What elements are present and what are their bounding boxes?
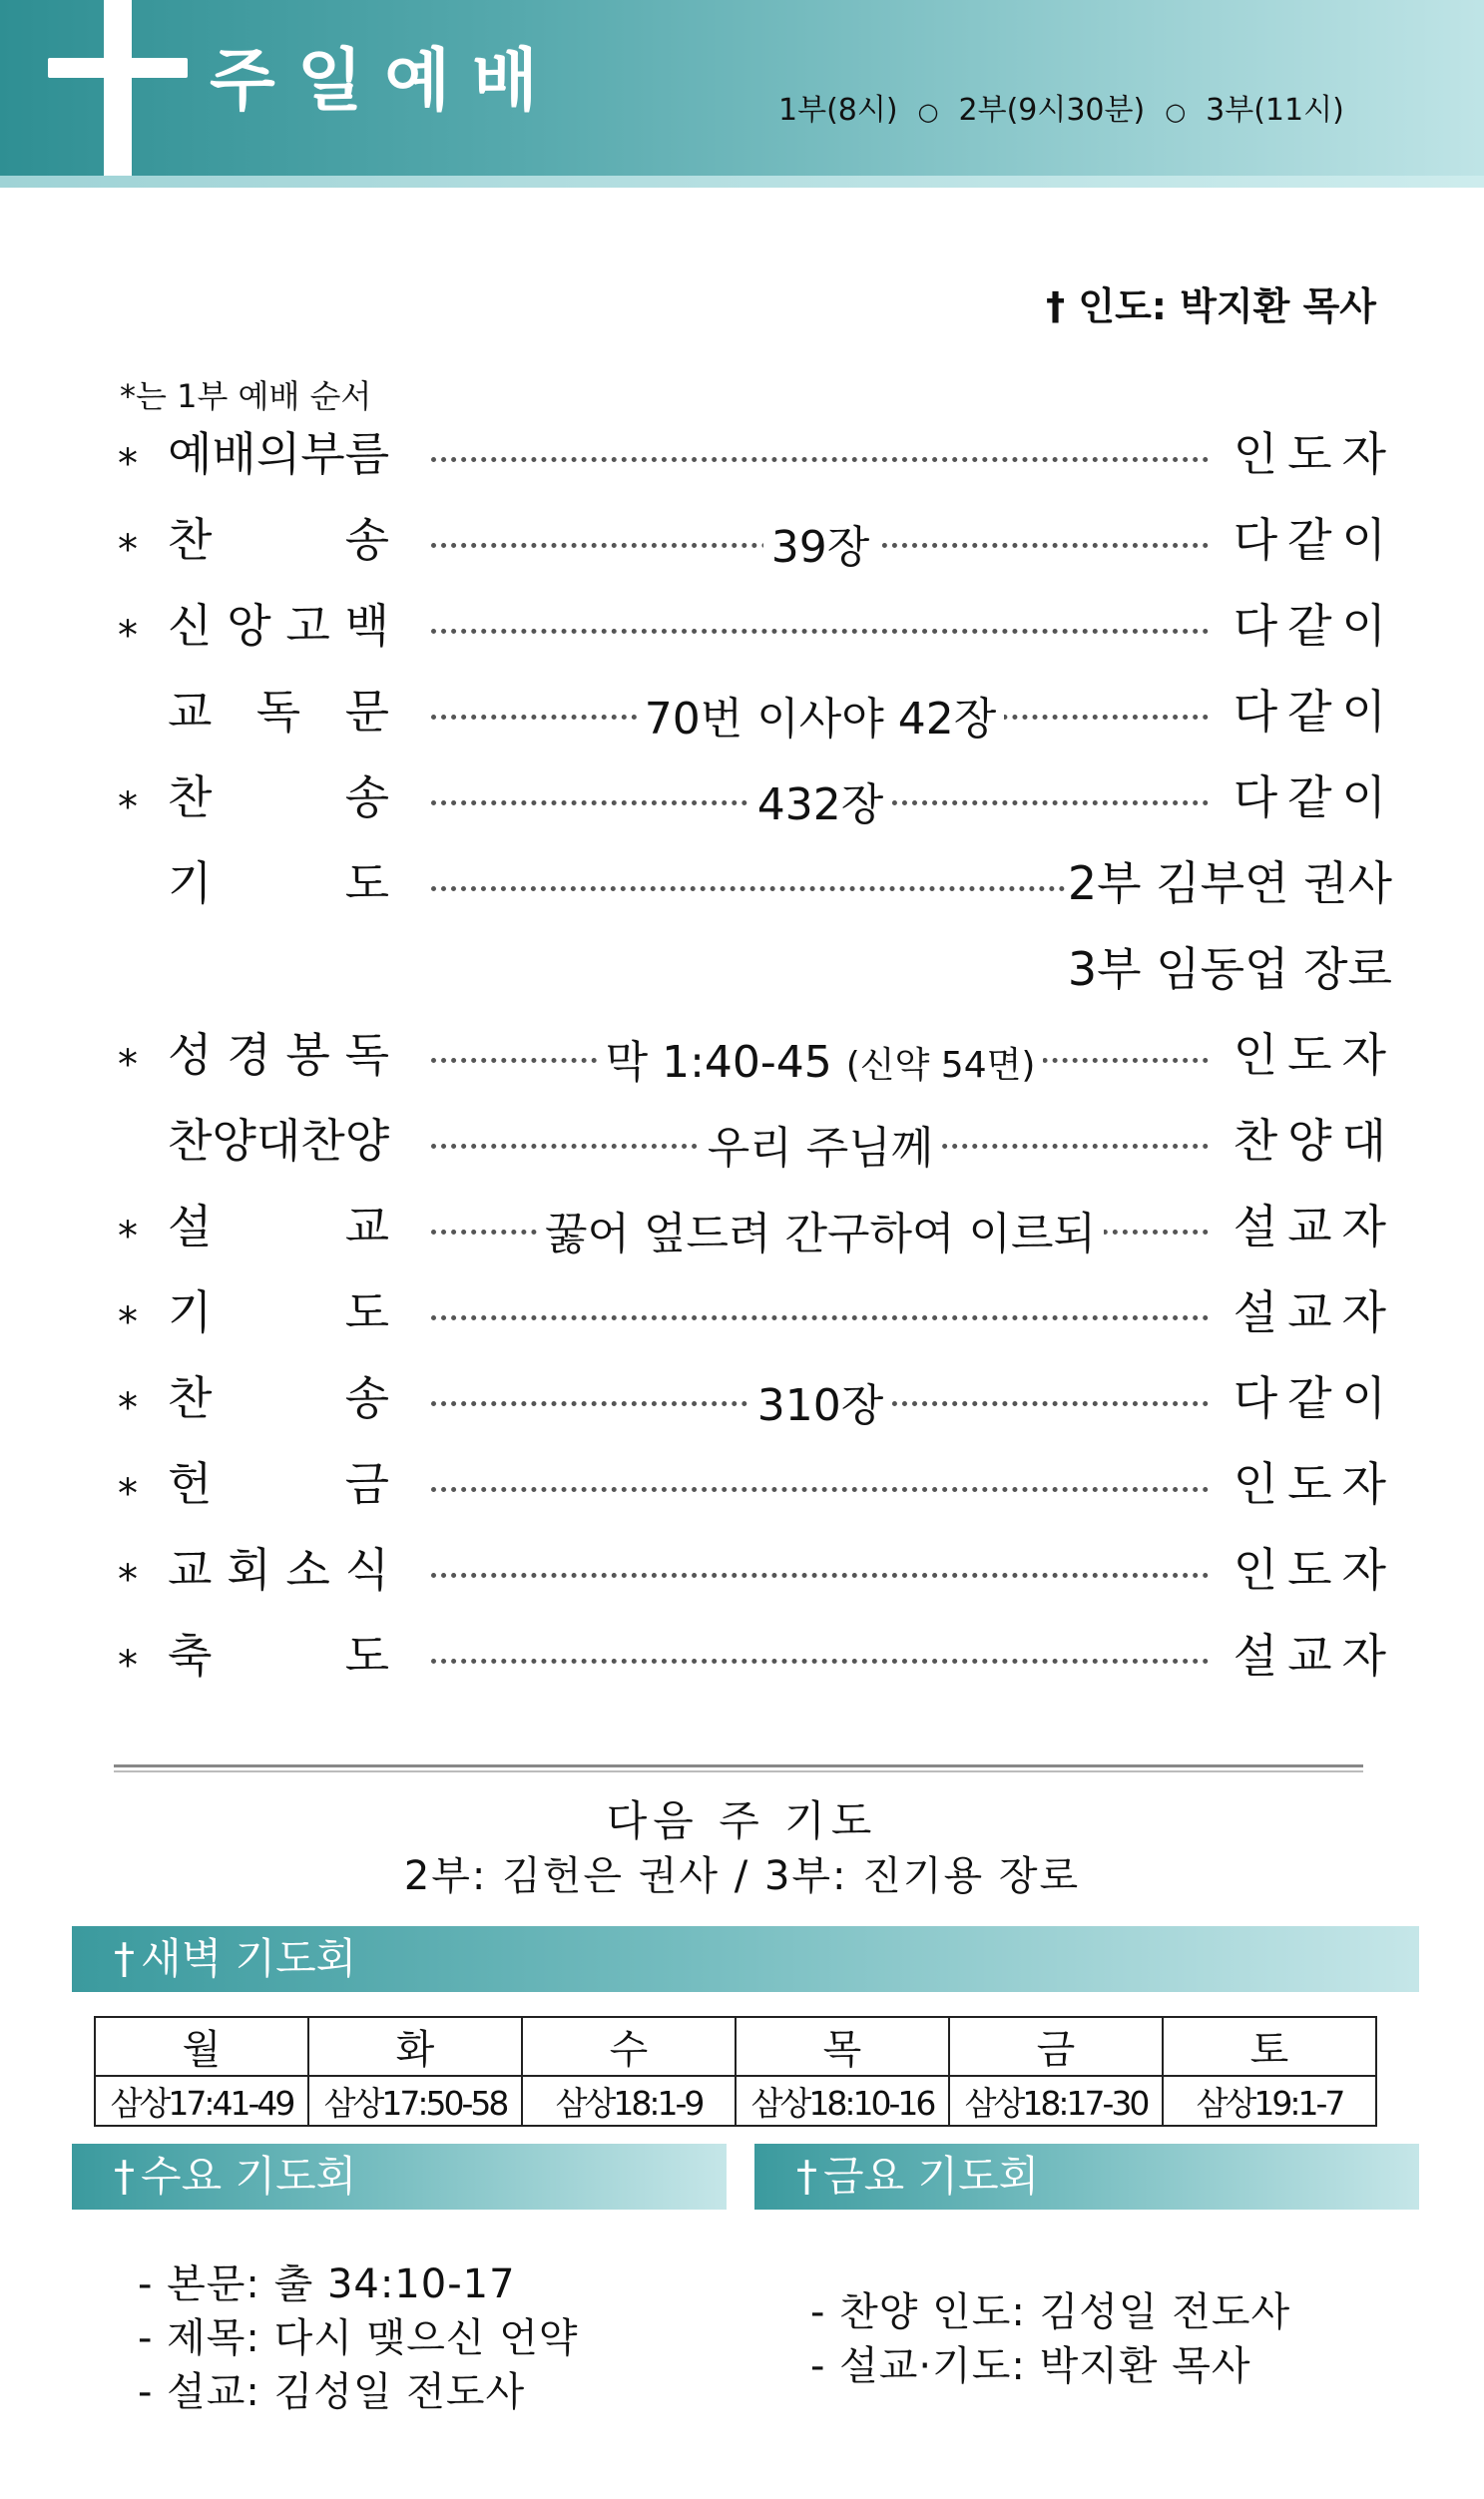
content-text	[598, 1037, 1044, 1088]
order-item	[0, 505, 1484, 591]
label-char: 앙	[227, 599, 271, 653]
order-item	[0, 1106, 1484, 1192]
list-item: - 제목: 다시 맺으신 언약	[138, 2315, 579, 2361]
dotted-leader	[431, 886, 1065, 891]
label-char: 금	[344, 1457, 389, 1511]
dawn-prayer-title: 새벽 기도회	[141, 1934, 357, 1983]
friday-details	[810, 2285, 1290, 2393]
reading-cell: 삼상18:17-30	[949, 2076, 1163, 2126]
cross-icon	[104, 0, 132, 188]
first-service-marker: *	[118, 1214, 138, 1259]
table-row	[95, 2076, 1376, 2126]
order-item-performer: 인도자	[1233, 1543, 1396, 1597]
first-service-marker: *	[118, 1471, 138, 1517]
label-char: 헌	[168, 1457, 213, 1511]
order-item	[0, 1535, 1484, 1621]
dotted-leader	[431, 1573, 1209, 1578]
dotted-leader	[431, 629, 1209, 634]
service-time-3: 3부(11시)	[1206, 93, 1344, 128]
reading-cell: 삼상18:10-16	[736, 2076, 949, 2126]
content-text	[763, 522, 878, 573]
dotted-leader	[431, 1487, 1209, 1492]
next-week-prayer: 2부: 김헌은 권사 / 3부: 진기용 장로	[403, 1853, 1081, 1899]
order-item	[0, 1621, 1484, 1707]
first-service-marker: *	[118, 527, 138, 573]
order-item-label	[168, 597, 389, 655]
order-item-label	[168, 425, 389, 483]
first-service-marker: *	[118, 1643, 138, 1689]
label-char: 축	[168, 1629, 213, 1683]
header-banner	[0, 0, 1484, 176]
label-char: 기	[168, 856, 213, 910]
label-char: 백	[344, 599, 389, 653]
reading-cell: 삼상17:41-49	[95, 2076, 308, 2126]
order-item-content	[431, 776, 1210, 834]
order-item-performer: 인도자	[1233, 1457, 1396, 1511]
order-item-performer: 설교자	[1233, 1200, 1396, 1253]
dotted-leader	[431, 457, 1209, 462]
label-char: 교	[168, 1543, 213, 1597]
order-item-performer: 설교자	[1233, 1629, 1396, 1683]
order-item-performer: 다같이	[1233, 1371, 1396, 1425]
separator-circle-icon: ○	[1165, 98, 1187, 126]
first-service-marker: *	[118, 1385, 138, 1431]
dawn-prayer-table	[94, 2016, 1377, 2127]
service-time-2: 2부(9시30분)	[958, 93, 1146, 128]
label-char: 문	[344, 685, 389, 739]
order-item-performer: 3부 임동업 장로	[1067, 942, 1392, 996]
order-item	[0, 1192, 1484, 1277]
order-item-performer: 다같이	[1233, 770, 1396, 824]
order-item-continued	[0, 934, 1484, 1020]
order-item	[0, 848, 1484, 934]
order-item-label	[168, 1198, 389, 1255]
order-item	[0, 591, 1484, 677]
label-char: 송	[344, 770, 389, 824]
content-text	[749, 1380, 892, 1431]
list-item: - 찬양 인도: 김성일 전도사	[810, 2289, 1291, 2335]
label-char: 찬	[168, 513, 213, 567]
first-service-marker: *	[118, 1557, 138, 1603]
order-item	[0, 419, 1484, 505]
order-item-performer: 다같이	[1233, 599, 1396, 653]
content-text	[700, 1123, 942, 1174]
friday-prayer-title: 금요 기도회	[823, 2152, 1040, 2201]
order-item-label	[168, 1283, 389, 1341]
order-item-label	[168, 768, 389, 826]
first-service-marker: *	[118, 784, 138, 830]
order-item	[0, 1449, 1484, 1535]
label-char: 경	[227, 1028, 271, 1082]
content-main: 70번 이사야 42장	[644, 694, 997, 745]
day-cell: 월	[95, 2017, 308, 2076]
order-item-label	[168, 854, 389, 912]
order-item-performer: 인도자	[1233, 1028, 1396, 1082]
page-title: 주일예배	[210, 42, 560, 121]
wednesday-details	[138, 2257, 579, 2419]
order-of-service	[0, 419, 1484, 1707]
service-time-1: 1부(8시)	[778, 93, 898, 128]
label-char: 찬양대찬양	[168, 1114, 390, 1168]
content-text	[537, 1209, 1104, 1259]
reading-cell: 삼상19:1-7	[1163, 2076, 1376, 2126]
label-char: 교	[168, 685, 213, 739]
first-service-marker: *	[118, 1042, 138, 1088]
dawn-prayer-header	[72, 1926, 1419, 1992]
order-item-performer: 인도자	[1233, 427, 1396, 481]
service-leader: † 인도: 박지환 목사	[1046, 284, 1376, 328]
order-item-content	[431, 1120, 1210, 1178]
label-char: 교	[344, 1200, 389, 1253]
order-item-label	[168, 1112, 389, 1170]
order-item-content	[431, 691, 1210, 749]
label-char: 송	[344, 1371, 389, 1425]
reading-cell: 삼상17:50-58	[308, 2076, 522, 2126]
order-item-content	[431, 1377, 1210, 1435]
header-strip	[0, 176, 1484, 188]
day-cell: 토	[1163, 2017, 1376, 2076]
day-cell: 금	[949, 2017, 1163, 2076]
label-char: 도	[344, 1285, 389, 1339]
first-service-marker: *	[118, 441, 138, 487]
order-item-label	[168, 1627, 389, 1685]
order-item-label	[168, 1541, 389, 1599]
content-page-ref: (신약 54면)	[845, 1045, 1036, 1086]
first-service-note: *는 1부 예배 순서	[120, 377, 372, 415]
next-week-title: 다음 주 기도	[606, 1796, 878, 1845]
label-char: 기	[168, 1285, 213, 1339]
content-main: 막 1:40-45	[605, 1037, 832, 1088]
list-item: - 본문: 출 34:10-17	[138, 2261, 516, 2307]
reading-cell: 삼상18:1-9	[522, 2076, 736, 2126]
label-char: 고	[285, 599, 330, 653]
label-char: 설	[168, 1200, 213, 1253]
label-char: 식	[344, 1543, 389, 1597]
content-main: 432장	[756, 779, 884, 830]
label-char: 소	[285, 1543, 330, 1597]
order-item-performer: 다같이	[1233, 685, 1396, 739]
cross-icon-bar	[48, 58, 188, 78]
dotted-leader	[431, 1315, 1209, 1320]
label-char: 독	[255, 685, 301, 739]
first-service-marker: *	[118, 613, 138, 659]
dagger-icon: †	[796, 2152, 817, 2201]
content-main: 꿇어 엎드려 간구하여 이르되	[544, 1209, 1096, 1259]
day-cell: 수	[522, 2017, 736, 2076]
content-main: 우리 주님께	[707, 1123, 934, 1174]
order-item-performer: 설교자	[1233, 1285, 1396, 1339]
label-char: 도	[344, 1629, 389, 1683]
first-service-marker: *	[118, 1299, 138, 1345]
order-item-performer: 2부 김부연 권사	[1067, 856, 1392, 910]
day-cell: 목	[736, 2017, 949, 2076]
service-times	[778, 93, 1344, 128]
wednesday-prayer-header	[72, 2144, 727, 2210]
divider	[114, 1764, 1363, 1767]
content-main: 39장	[770, 522, 870, 573]
label-char: 찬	[168, 770, 213, 824]
content-text	[637, 694, 1004, 745]
order-item	[0, 762, 1484, 848]
content-text	[749, 779, 892, 830]
label-char: 도	[344, 856, 389, 910]
content-main: 310장	[756, 1380, 884, 1431]
order-item	[0, 1020, 1484, 1106]
friday-prayer-header	[754, 2144, 1419, 2210]
label-char: 송	[344, 513, 389, 567]
order-item-label	[168, 683, 389, 741]
order-item-content	[431, 1034, 1210, 1095]
divider	[114, 1770, 1363, 1772]
day-cell: 화	[308, 2017, 522, 2076]
order-item-content	[431, 1206, 1210, 1263]
label-char: 독	[344, 1028, 389, 1082]
table-header-row	[95, 2017, 1376, 2076]
order-item	[0, 1277, 1484, 1363]
order-item	[0, 677, 1484, 762]
label-char: 신	[168, 599, 213, 653]
list-item: - 설교: 김성일 전도사	[138, 2369, 526, 2415]
dagger-icon: †	[114, 2152, 135, 2201]
label-char: 성	[168, 1028, 213, 1082]
list-item: - 설교·기도: 박지환 목사	[810, 2343, 1251, 2389]
label-char: 예배의부름	[168, 427, 390, 481]
dagger-icon: †	[114, 1934, 135, 1983]
separator-circle-icon: ○	[917, 98, 939, 126]
order-item-label	[168, 1369, 389, 1427]
order-item-performer: 찬양대	[1233, 1114, 1396, 1168]
label-char: 찬	[168, 1371, 213, 1425]
order-item-content	[431, 519, 1210, 577]
order-item	[0, 1363, 1484, 1449]
dotted-leader	[431, 1659, 1209, 1664]
label-char: 봉	[285, 1028, 330, 1082]
label-char: 회	[227, 1543, 271, 1597]
order-item-label	[168, 1026, 389, 1084]
wednesday-prayer-title: 수요 기도회	[141, 2152, 357, 2201]
order-item-performer: 다같이	[1233, 513, 1396, 567]
order-item-label	[168, 511, 389, 569]
order-item-label	[168, 1455, 389, 1513]
